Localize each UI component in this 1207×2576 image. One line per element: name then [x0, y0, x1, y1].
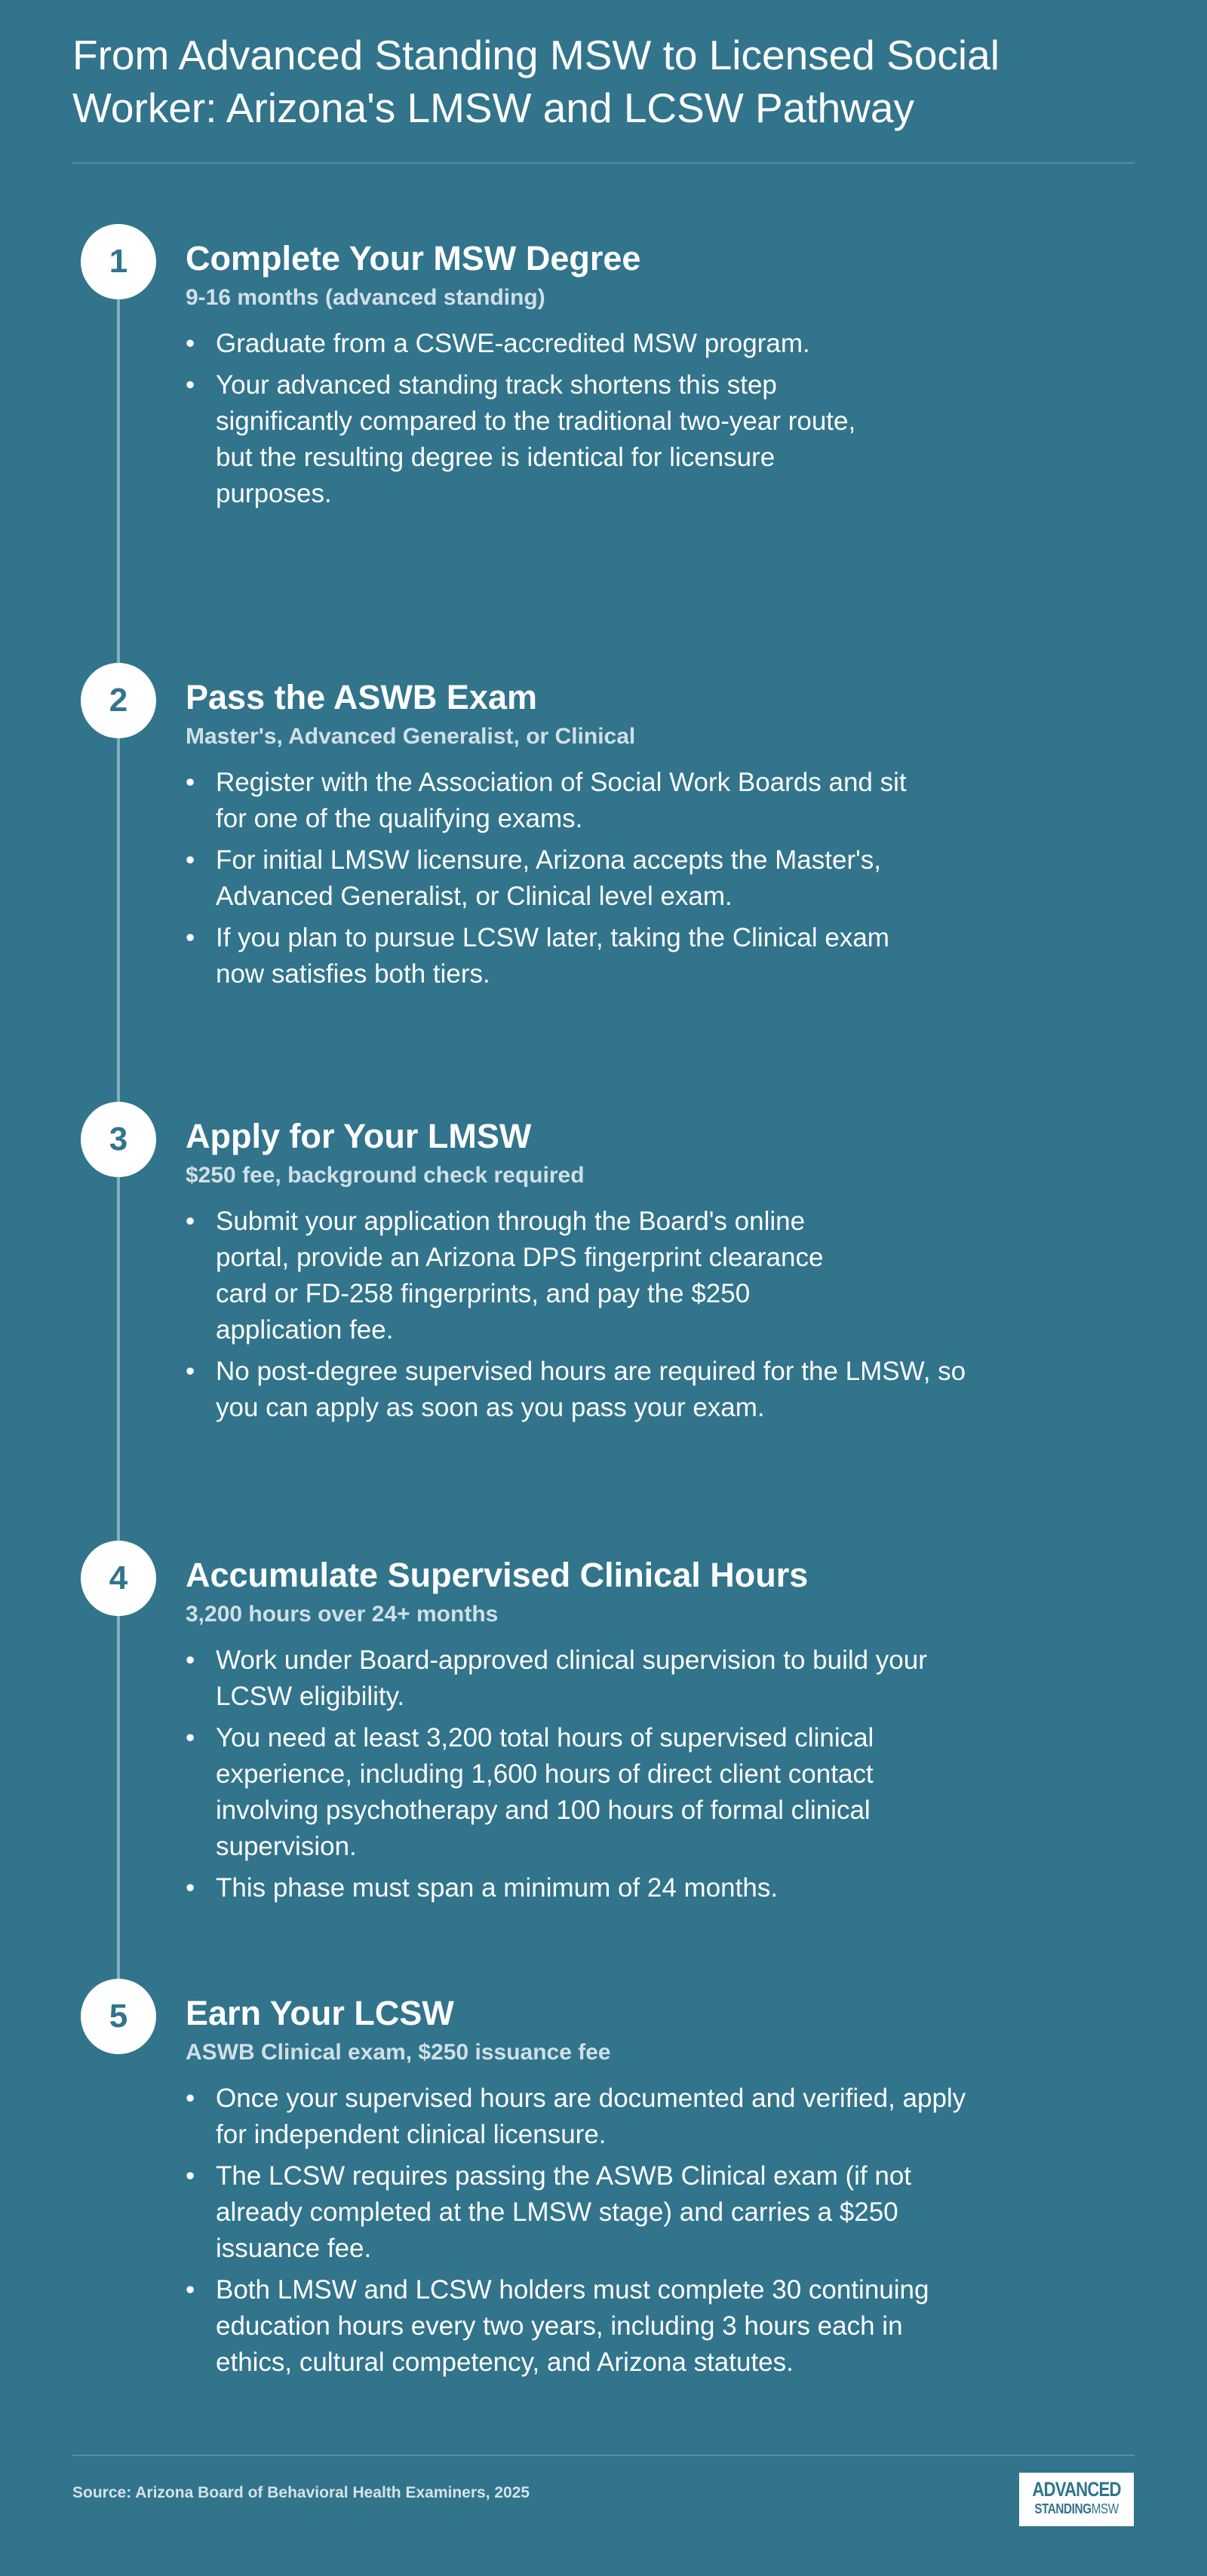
step-number-badge: 1	[81, 224, 156, 299]
logo-bottom-text	[1027, 2501, 1125, 2517]
step-content	[186, 224, 1015, 517]
step-title: Pass the ASWB Exam	[186, 678, 537, 716]
step-bullet: • You need at least 3,200 total hours of supervised clinical experience, including 1,600 hours of direct client contact involving psychotherapy and 100 hours of formal clinical supervision.	[186, 1720, 940, 1865]
page-title: From Advanced Standing MSW to Licensed Social Worker: Arizona's LMSW and LCSW Pathway	[72, 32, 1000, 131]
step-title: Apply for Your LMSW	[186, 1117, 532, 1155]
step-bullet: • Graduate from a CSWE-accredited MSW program.	[186, 326, 857, 362]
step-subtitle: 3,200 hours over 24+ months	[186, 1602, 499, 1627]
step-title: Complete Your MSW Degree	[186, 239, 641, 278]
step-title: Earn Your LCSW	[186, 1994, 454, 2032]
step-subtitle: $250 fee, background check required	[186, 1163, 585, 1188]
step-bullet-list	[186, 2081, 985, 2381]
advanced-standing-msw-logo	[1019, 2473, 1134, 2526]
step-bullet: • Register with the Association of Social Work Boards and sit for one of the qualifying exams.	[186, 765, 940, 837]
footer-divider	[72, 2455, 1135, 2456]
header-divider	[72, 162, 1135, 164]
logo-bottom-light: MSW	[1091, 2501, 1119, 2516]
step-bullet: • Work under Board-approved clinical supervision to build your LCSW eligibility.	[186, 1642, 940, 1715]
step-bullet: • This phase must span a minimum of 24 months.	[186, 1870, 940, 1906]
step-content	[186, 1541, 1015, 1912]
step-bullet-list	[186, 1204, 970, 1426]
step-bullet: • No post-degree supervised hours are required for the LMSW, so you can apply as soon as you pass your exam.	[186, 1354, 970, 1426]
step-content	[186, 1102, 1015, 1431]
step-bullet-list	[186, 765, 940, 992]
logo-bottom-strong: STANDING	[1034, 2501, 1092, 2516]
step-bullet: • For initial LMSW licensure, Arizona accepts the Master's, Advanced Generalist, or Clinical level exam.	[186, 842, 940, 915]
step-number-badge: 2	[81, 663, 156, 738]
step-bullet: • If you plan to pursue LCSW later, taking the Clinical exam now satisfies both tiers.	[186, 920, 940, 992]
step-bullet: • Once your supervised hours are documented and verified, apply for independent clinical licensure.	[186, 2081, 985, 2153]
step-bullet-list	[186, 326, 857, 512]
step-number-badge: 4	[81, 1541, 156, 1616]
step-bullet: • Your advanced standing track shortens this step significantly compared to the traditional two-year route, but the resulting degree is identical for licensure purposes.	[186, 367, 857, 512]
step-bullet: • Submit your application through the Board's online portal, provide an Arizona DPS fingerprint clearance card or FD-258 fingerprints, and pay the $250 application fee.	[186, 1204, 880, 1348]
source-citation: Source: Arizona Board of Behavioral Health Examiners, 2025	[72, 2484, 530, 2501]
step-subtitle: Master's, Advanced Generalist, or Clinical	[186, 724, 636, 749]
step-bullet: • The LCSW requires passing the ASWB Clinical exam (if not already completed at the LMSW stage) and carries a $250 issuance fee.	[186, 2158, 970, 2267]
step-bullet-list	[186, 1642, 940, 1906]
step-subtitle: 9-16 months (advanced standing)	[186, 285, 545, 310]
step-title: Accumulate Supervised Clinical Hours	[186, 1556, 809, 1594]
step-subtitle: ASWB Clinical exam, $250 issuance fee	[186, 2040, 611, 2065]
logo-top-text: ADVANCED	[1032, 2478, 1121, 2501]
step-content	[186, 663, 1015, 998]
step-number-badge: 3	[81, 1102, 156, 1177]
step-bullet: • Both LMSW and LCSW holders must complete 30 continuing education hours every two years, including 3 hours each in ethics, cultural competency, and Arizona statutes.	[186, 2272, 985, 2381]
step-number-badge: 5	[81, 1979, 156, 2054]
step-content	[186, 1979, 1015, 2386]
